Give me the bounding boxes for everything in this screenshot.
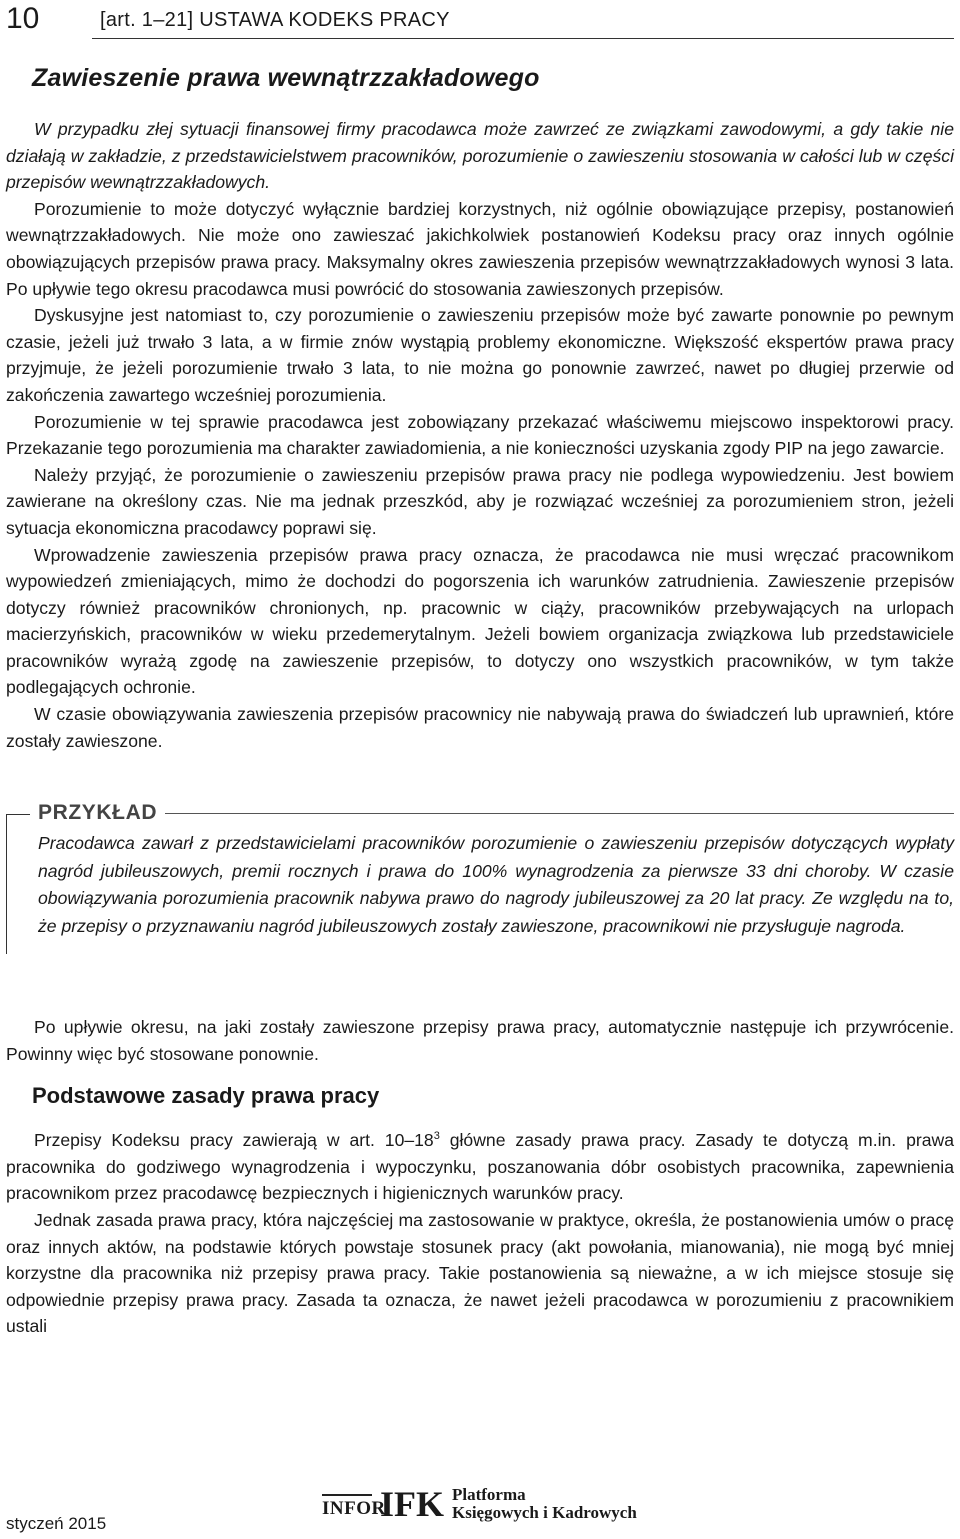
paragraph: Jednak zasada prawa pracy, która najczęściej ma zastosowanie w praktyce, określa, że postanowienia umów o pracę oraz innych aktów, na podstawie których powstaje stosunek pracy (akt powołania, mianowania), nie mogą być mniej korzystne dla pracownika niż przepisy prawa pracy. Takie postanowienia są nieważne, a w ich miejsce stosuje się odpowiednie przepisy prawa pracy. Zasada ta oznacza, że nawet jeżeli pracodawca w porozumieniu z pracownikiem ustali <box>6 1210 954 1337</box>
paragraph: Porozumienie w tej sprawie pracodawca jest zobowiązany przekazać właściwemu miejscowo inspektorowi pracy. Przekazanie tego porozumienia ma charakter zawiadomienia, a nie konieczności uzyskania zgody PIP na jego zawarcie. <box>6 411 954 459</box>
logo-infor-text: INFOR <box>322 1498 386 1519</box>
intro-paragraph: W przypadku złej sytuacji finansowej firmy pracodawca może zawrzeć ze związkami zawodowymi, a gdy takie nie działają w zakładzie, z przedstawicielstwem pracowników, porozumienie o zawieszeniu stosowania w całości lub w części przepisów wewnątrzzakładowych. <box>6 119 954 193</box>
logo-ifk-text: IFK <box>380 1484 445 1524</box>
after-example-body <box>6 1014 954 1067</box>
paragraph: Dyskusyjne jest natomiast to, czy porozumienie o zawieszeniu przepisów może być zawarte ponownie po pewnym czasie, jeżeli już trwało 3 lata, a w firmie znów wystąpią problemy ekonomiczne. Większość ekspertów prawa pracy przyjmuje, że jeżeli porozumienie trwało 3 lata, to nie można go ponownie zawrzeć, nawet po długiej przerwie od zakończenia zawartego wcześniej porozumienia. <box>6 305 954 405</box>
paragraph: Po upływie okresu, na jaki zostały zawieszone przepisy prawa pracy, automatycznie następuje ich przywrócenie. Powinny więc być stosowane ponownie. <box>6 1017 954 1064</box>
intro-block <box>6 116 954 196</box>
paragraph-text: Przepisy Kodeksu pracy zawierają w art. 10–18 <box>34 1130 434 1151</box>
logo-platform-text <box>452 1486 637 1522</box>
example-rule <box>165 813 954 814</box>
paragraph: Należy przyjąć, że porozumienie o zawieszeniu przepisów prawa pracy nie podlega wypowiedzeniu. Jest bowiem zawierane na określony czas. Nie ma jednak przeszkód, aby je rozwiązać wcześniej za porozumieniem stron, jeżeli sytuacja ekonomiczna pracodawcy poprawi się. <box>6 464 954 538</box>
paragraph: W czasie obowiązywania zawieszenia przepisów pracownicy nie nabywają prawa do świadczeń lub uprawnień, które zostały zawieszone. <box>6 704 954 751</box>
example-text-block <box>38 830 954 940</box>
paragraph: Porozumienie to może dotyczyć wyłącznie bardziej korzystnych, niż ogólnie obowiązujące przepisy, postanowień wewnątrzzakładowych. Nie może ono zawieszać jakichkolwiek postanowień Kodeksu pracy oraz innych ogólnie obowiązujących przepisów prawa pracy. Maksymalny okres zawieszenia przepisów wewnątrzzakładowych wynosi 3 lata. Po upływie tego okresu pracodawca musi powrócić do stosowania zawieszonych przepisów. <box>6 198 954 299</box>
logo-line2: Księgowych i Kadrowych <box>452 1503 637 1522</box>
example-text: Pracodawca zawarł z przedstawicielami pracowników porozumienie o zawieszeniu przepisów dotyczących wypłaty nagród jubileuszowych, premii rocznych i prawa do 100% wynagrodzenia za pierwsze 33 dni choroby. W czasie obowiązywania porozumienia pracownik nabywa prawo do nagrody jubileuszowej za 20 lat pracy. Ze względu na to, że przepisy o przyznawaniu nagród jubileuszowych zostały zawieszone, pracownikowi nie przysługuje nagroda. <box>38 833 954 937</box>
example-box <box>6 798 954 964</box>
example-label: PRZYKŁAD <box>38 801 158 825</box>
page-number: 10 <box>6 2 40 35</box>
section2-title: Podstawowe zasady prawa pracy <box>32 1083 380 1109</box>
example-bracket-horizontal <box>6 814 30 815</box>
header-rule <box>92 38 954 39</box>
publisher-logo <box>322 1484 642 1524</box>
page-header <box>6 0 954 40</box>
section-title: Zawieszenie prawa wewnątrzzakładowego <box>32 64 540 92</box>
paragraph: Wprowadzenie zawieszenia przepisów prawa pracy oznacza, że pracodawca nie musi wręczać pracownikom wypowiedzeń zmieniających, mimo że dochodzi do pogorszenia ich warunków zatrudnienia. Zawieszenie przepisów dotyczy również pracowników chronionych, np. pracownic w ciąży, pracowników przebywających na urlopach macierzyńskich, pracowników w wieku przedemerytalnym. Jeżeli bowiem organizacja związkowa lub przedstawiciele pracowników wyrażą zgodę na zawieszenie przepisów, to dotyczy ono wszystkich pracowników, w tym także podlegających ochronie. <box>6 544 954 698</box>
paragraph-text: główne zasady prawa pracy. Zasady te dotyczą m.in. prawa pracownika do godziwego wynagrodzenia i wypoczynku, poszanowania dóbr osobistych pracownika, zapewnienia pracownikom przez pracodawcę bezpiecznych i higienicznych warunków pracy. <box>6 1130 954 1204</box>
logo-line1: Platforma <box>452 1485 526 1504</box>
example-bracket-vertical <box>6 814 7 954</box>
footer-date: styczeń 2015 <box>6 1514 107 1533</box>
section2-body <box>6 1123 954 1340</box>
superscript: 3 <box>433 1130 440 1143</box>
section1-body <box>6 196 954 754</box>
running-title: [art. 1–21] USTAWA KODEKS PRACY <box>100 9 450 31</box>
paragraph-with-superscript <box>6 1123 954 1207</box>
page-content <box>6 62 954 1340</box>
example-header <box>38 798 954 828</box>
